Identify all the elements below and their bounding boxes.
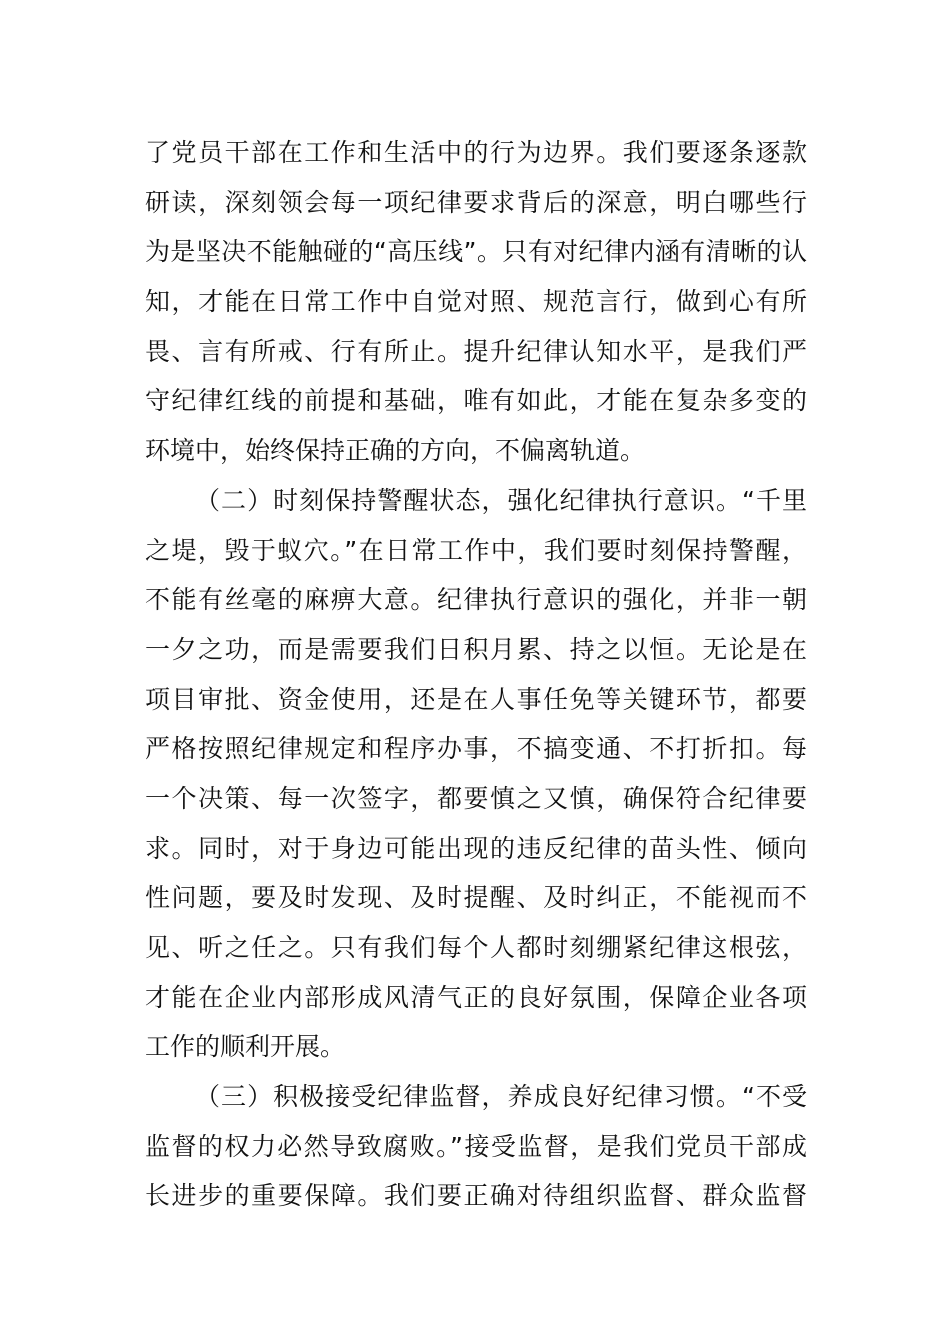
section-heading-line: （三）积极接受纪律监督，养成良好纪律习惯。“不受: [195, 1082, 807, 1112]
text-line: 性问题，要及时发现、及时提醒、及时纠正，不能视而不: [145, 883, 807, 913]
document-body: [145, 128, 807, 1221]
text-line: 守纪律红线的前提和基础，唯有如此，才能在复杂多变的: [145, 386, 807, 416]
text-line: 求。同时，对于身边可能出现的违反纪律的苗头性、倾向: [145, 833, 807, 863]
section-heading-line: （二）时刻保持警醒状态，强化纪律执行意识。“千里: [195, 485, 807, 515]
text-line: 畏、言有所戒、行有所止。提升纪律认知水平，是我们严: [145, 336, 807, 366]
text-line: 之堤，毁于蚁穴。”在日常工作中，我们要时刻保持警醒，: [145, 535, 807, 565]
text-line: 项目审批、资金使用，还是在人事任免等关键环节，都要: [145, 684, 807, 714]
text-line: 研读，深刻领会每一项纪律要求背后的深意，明白哪些行: [145, 187, 807, 217]
text-line: 一夕之功，而是需要我们日积月累、持之以恒。无论是在: [145, 634, 807, 664]
text-line: 了党员干部在工作和生活中的行为边界。我们要逐条逐款: [145, 138, 807, 167]
text-line: 长进步的重要保障。我们要正确对待组织监督、群众监督: [145, 1181, 807, 1211]
text-line: 不能有丝毫的麻痹大意。纪律执行意识的强化，并非一朝: [145, 585, 807, 615]
text-line: 监督的权力必然导致腐败。”接受监督，是我们党员干部成: [145, 1131, 807, 1161]
text-line: 为是坚决不能触碰的“高压线”。只有对纪律内涵有清晰的认: [145, 237, 807, 267]
text-line: 一个决策、每一次签字，都要慎之又慎，确保符合纪律要: [145, 783, 807, 813]
text-line: 环境中，始终保持正确的方向，不偏离轨道。: [145, 436, 646, 466]
text-line: 工作的顺利开展。: [145, 1032, 346, 1062]
text-line: 才能在企业内部形成风清气正的良好氛围，保障企业各项: [145, 982, 807, 1012]
text-line: 知，才能在日常工作中自觉对照、规范言行，做到心有所: [145, 287, 807, 317]
text-line: 严格按照纪律规定和程序办事，不搞变通、不打折扣。每: [145, 734, 807, 764]
text-line: 见、听之任之。只有我们每个人都时刻绷紧纪律这根弦，: [145, 933, 807, 962]
